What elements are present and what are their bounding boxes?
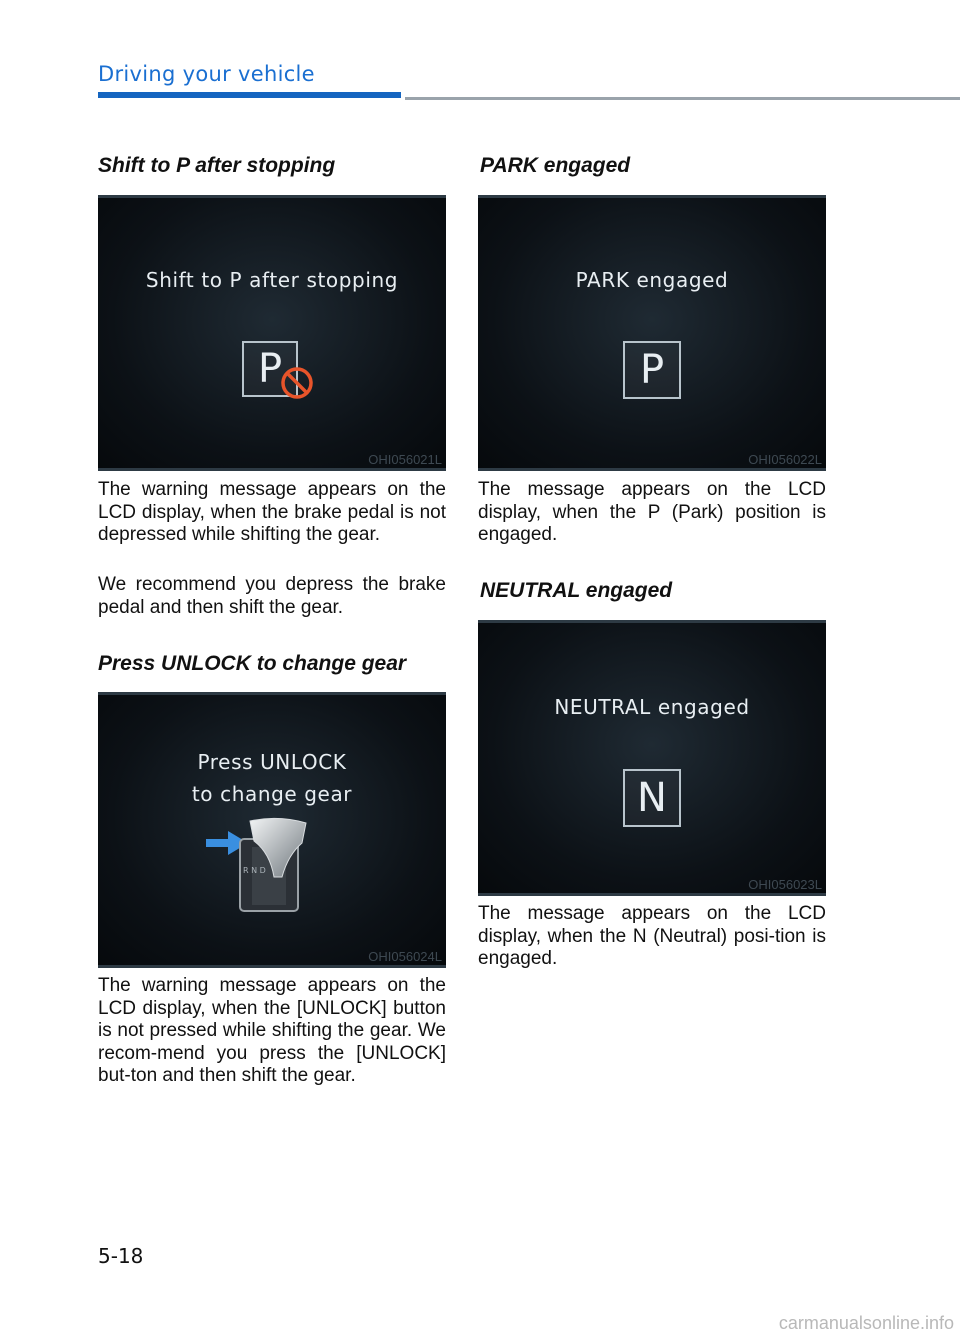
section-title-park-engaged: PARK engaged — [480, 154, 631, 177]
image-code: OHI056021L — [368, 452, 442, 467]
gear-letter: N — [637, 775, 667, 821]
header-accent-bar — [98, 92, 401, 98]
paragraph: The warning message appears on the LCD display, when the [UNLOCK] button is not pressed while shifting the gear. We recom-mend you press the [UNLOCK] but-ton and then shift the gear. — [98, 975, 446, 1086]
prohibited-icon — [280, 366, 314, 400]
paragraph: The message appears on the LCD display, when the N (Neutral) posi-tion is engaged. — [478, 903, 826, 969]
lcd-park-engaged — [478, 195, 826, 471]
gear-letter: P — [257, 346, 283, 392]
section-title-press-unlock: Press UNLOCK to change gear — [98, 652, 407, 675]
paragraph: The warning message appears on the LCD display, when the brake pedal is not depressed while shifting the gear. — [98, 479, 446, 545]
svg-text:R N D: R N D — [243, 866, 266, 875]
paragraph: The message appears on the LCD display, when the P (Park) position is engaged. — [478, 479, 826, 545]
header-divider — [405, 97, 960, 100]
page-number: 5-18 — [98, 1244, 144, 1268]
paragraph: We recommend you depress the brake pedal and then shift the gear. — [98, 574, 446, 618]
lcd-message: NEUTRAL engaged — [554, 695, 750, 719]
lcd-press-unlock — [98, 692, 446, 968]
lcd-message: Shift to P after stopping — [145, 268, 399, 292]
lcd-neutral-engaged — [478, 620, 826, 896]
image-code: OHI056022L — [748, 452, 822, 467]
lcd-message: PARK engaged — [575, 268, 729, 292]
gear-letter: P — [639, 347, 665, 393]
image-code: OHI056024L — [368, 949, 442, 964]
lcd-message-line1: Press UNLOCK — [197, 750, 347, 774]
lcd-message-line2: to change gear — [191, 782, 353, 806]
section-title-shift-to-p: Shift to P after stopping — [98, 154, 336, 177]
section-header-title: Driving your vehicle — [98, 62, 315, 86]
image-code: OHI056023L — [748, 877, 822, 892]
gear-shifter-icon — [238, 817, 318, 917]
gear-p-icon — [623, 341, 681, 399]
lcd-shift-to-p — [98, 195, 446, 471]
watermark: carmanualsonline.info — [778, 1313, 954, 1333]
section-title-neutral-engaged: NEUTRAL engaged — [480, 579, 673, 602]
gear-n-icon — [623, 769, 681, 827]
